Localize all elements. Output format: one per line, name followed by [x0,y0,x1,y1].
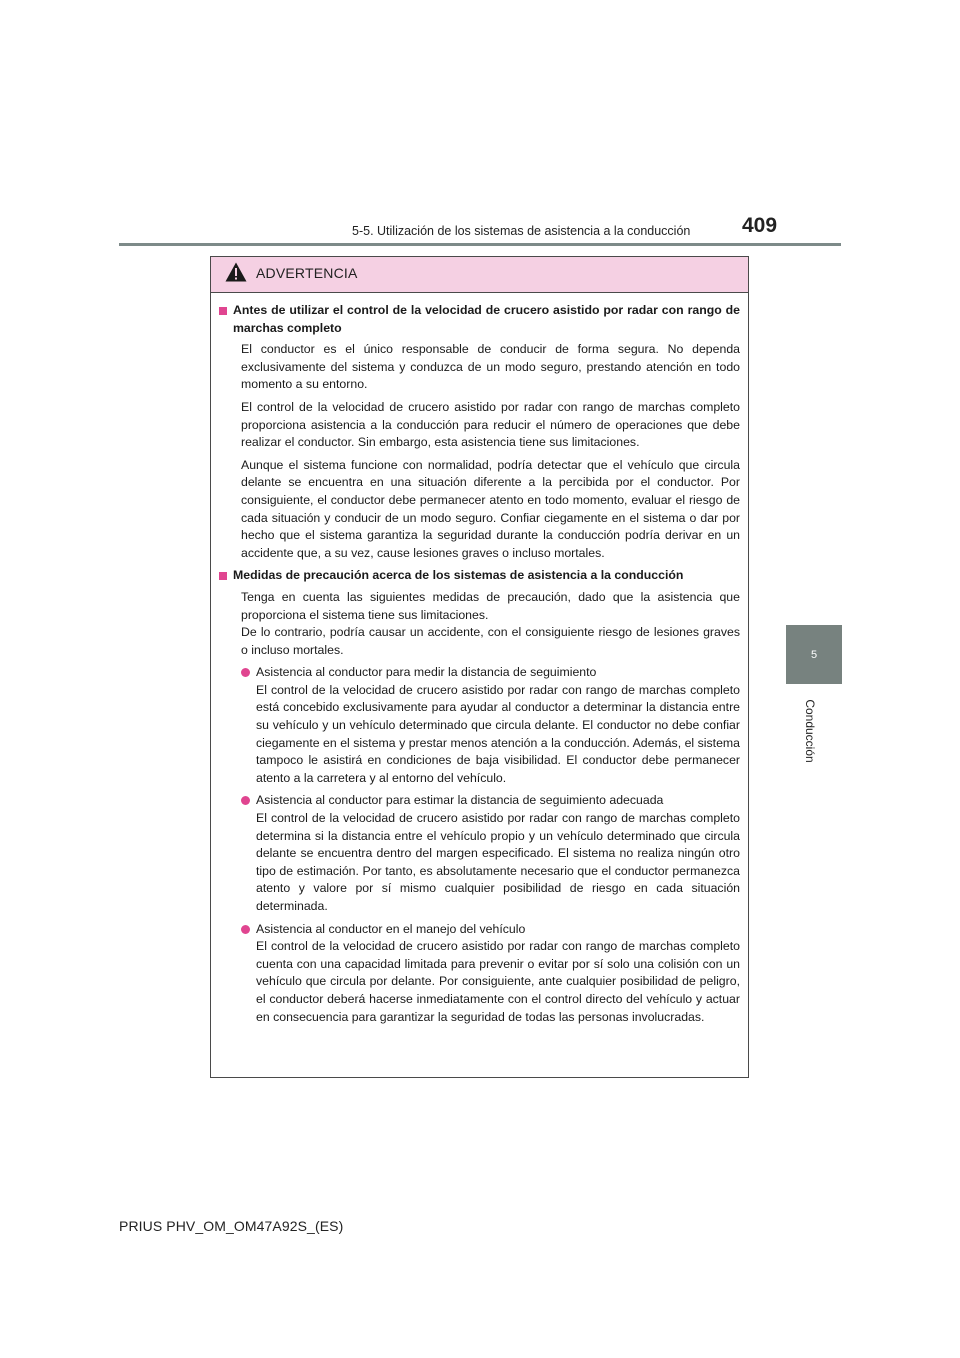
paragraph: De lo contrario, podría causar un accidente, con el consiguiente riesgo de lesiones graves o incluso mortales. [241,625,740,657]
chapter-number: 5 [810,648,818,661]
warning-header [211,257,748,293]
section-heading-text: Medidas de precaución acerca de los sistemas de asistencia a la conducción [233,568,684,583]
section-heading [219,567,740,585]
chapter-label [804,690,816,770]
bullet-heading: Asistencia al conductor para estimar la distancia de seguimiento adecuada [256,793,664,808]
round-bullet-icon [241,925,250,934]
page-number: 409 [742,214,778,237]
chapter-label-text: Conducción [803,699,817,763]
warning-body [211,293,748,1026]
bullet-heading: Asistencia al conductor en el manejo del vehículo [256,921,526,936]
section-heading-text: Antes de utilizar el control de la velocidad de crucero asistido por radar con rango de marchas completo [233,303,740,335]
paragraph: El control de la velocidad de crucero asistido por radar con rango de marchas completo proporciona asistencia a la conducción para reducir el número de operaciones que debe realizar el conductor. Sin embargo, esta asistencia tiene sus limitaciones. [241,399,740,450]
square-bullet-icon [219,572,227,580]
document-code: PRIUS PHV_OM_OM47A92S_(ES) [119,1218,344,1234]
bullet-text: El control de la velocidad de crucero asistido por radar con rango de marchas completo determina si la distancia entre el vehículo propio y un vehículo determinado que circula delante se encuentra dentro del margen especificado. El sistema no realiza ningún otro tipo de estimación. Por tanto, es absolutamente necesario que el conductor permanezca atento y valore por sí mismo cualquier posibilidad de riesgo en cada situación determinada. [256,811,740,913]
bullet-text: El control de la velocidad de crucero asistido por radar con rango de marchas completo está concebido exclusivamente para ayudar al conductor a determinar la distancia entre su vehículo y un vehículo determinado que circula delante. El conductor no debe confiar ciegamente en el sistema y prestar menos atención a la conducción. Además, el sistema tampoco le asistirá en condiciones de baja visibilidad. El conductor debe permanecer atento a la carretera y al entorno del vehículo. [256,682,740,785]
bullet-text: El control de la velocidad de crucero asistido por radar con rango de marchas completo cuenta con una capacidad limitada para prevenir o evitar por sí solo una colisión con un vehículo que circula por delante. Por consiguiente, ante cualquier posibilidad de peligro, el conductor deberá hacerse inmediatamente con el control directo del vehículo y actuar en consecuencia para garantizar la seguridad de todas las personas involucradas. [256,939,740,1024]
bullet-item [241,921,740,1027]
section-title: 5-5. Utilización de los sistemas de asistencia a la conducción [352,224,691,238]
square-bullet-icon [219,307,227,315]
header-divider [119,243,841,246]
round-bullet-icon [241,796,250,805]
warning-box [210,256,749,1078]
warning-title: ADVERTENCIA [256,265,358,281]
bullet-item [241,792,740,915]
paragraph: Aunque el sistema funcione con normalidad, podría detectar que el vehículo que circula delante se encuentra en una situación diferente a la percibida por el conductor. Por consiguiente, el conductor debe permanecer atento en todo momento, evaluar el riesgo de cada situación y conducir de un modo seguro. Confiar ciegamente en el sistema o dar por hecho que el sistema garantiza la seguridad durante la conducción podría derivar en un accidente que, a su vez, cause lesiones graves o incluso mortales. [241,457,740,560]
bullet-heading: Asistencia al conductor para medir la distancia de seguimiento [256,665,597,680]
section-heading [219,302,740,337]
paragraph: El conductor es el único responsable de conducir de forma segura. No dependa exclusivamente del sistema y conduzca de un modo seguro, prestando atención en todo momento a su entorno. [241,342,740,392]
paragraph: Tenga en cuenta las siguientes medidas de precaución, dado que la asistencia que proporciona el sistema tiene sus limitaciones. [241,589,740,622]
warning-triangle-icon [225,262,247,282]
round-bullet-icon [241,668,250,677]
bullet-item [241,664,740,787]
chapter-tab [786,625,842,684]
